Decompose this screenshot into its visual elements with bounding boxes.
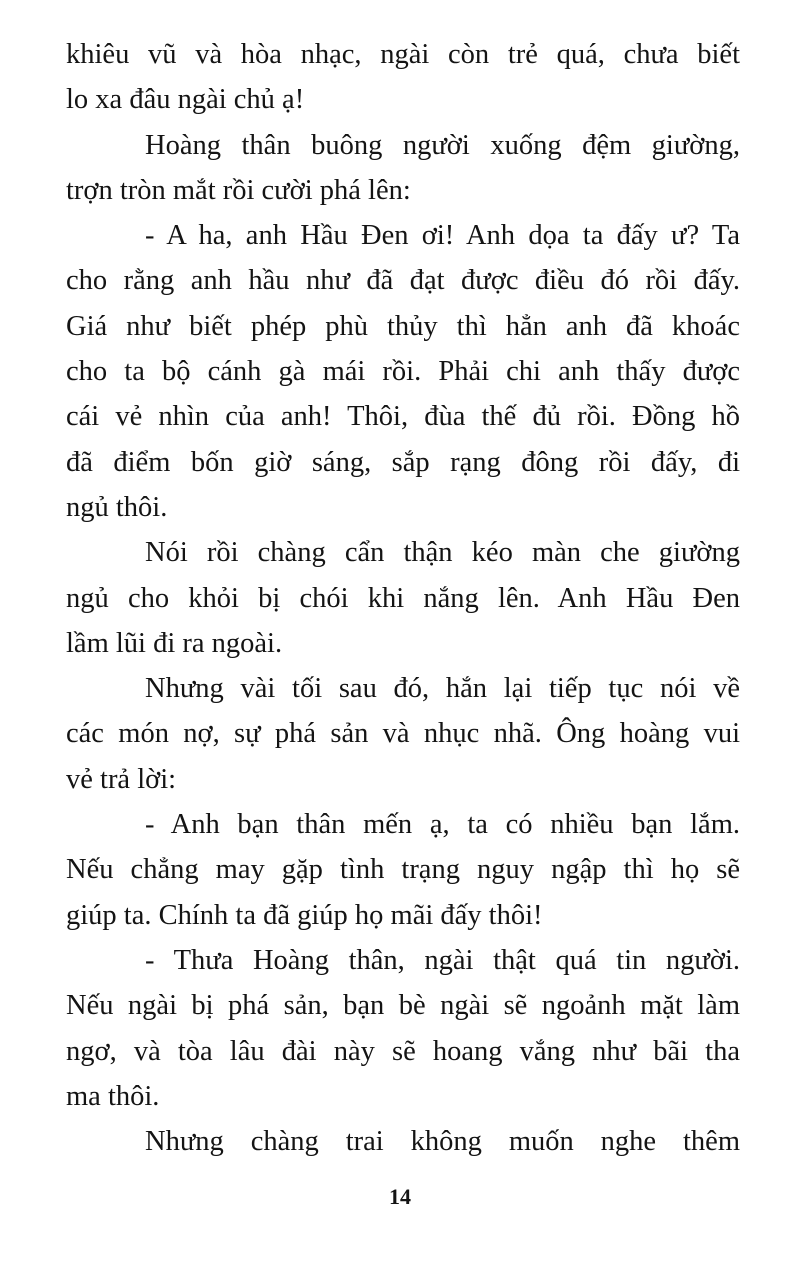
text-line: - A ha, anh Hầu Đen ơi! Anh dọa ta đấy ư? Ta — [145, 220, 740, 252]
text-line: ma thôi. — [66, 1080, 160, 1112]
text-line: lầm lũi đi ra ngoài. — [66, 627, 283, 659]
text-line: lo xa đâu ngài chủ ạ! — [66, 84, 305, 116]
text-line: Giá như biết phép phù thủy thì hẳn anh đã khoác — [66, 310, 740, 342]
text-line: Hoàng thân buông người xuống đệm giường, — [145, 129, 740, 161]
text-line: Nếu chẳng may gặp tình trạng nguy ngập thì họ sẽ — [66, 854, 740, 886]
text-line: cho rằng anh hầu như đã đạt được điều đó rồi đấy. — [66, 265, 740, 297]
text-line: khiêu vũ và hòa nhạc, ngài còn trẻ quá, chưa biết — [66, 39, 740, 70]
text-line: vẻ trả lời: — [66, 763, 177, 795]
page-number: 14 — [389, 1184, 411, 1209]
page-body — [66, 32, 740, 1164]
text-line: Nói rồi chàng cẩn thận kéo màn che giường — [145, 537, 740, 569]
text-line: ngơ, và tòa lâu đài này sẽ hoang vắng như bãi tha — [66, 1035, 740, 1067]
text-line: cho ta bộ cánh gà mái rồi. Phải chi anh thấy được — [66, 356, 740, 388]
text-line: - Anh bạn thân mến ạ, ta có nhiều bạn lắm. — [145, 809, 740, 841]
text-line: trợn tròn mắt rồi cười phá lên: — [66, 174, 411, 206]
text-line: ngủ thôi. — [66, 491, 168, 523]
text-line: cái vẻ nhìn của anh! Thôi, đùa thế đủ rồi. Đồng hồ — [66, 401, 740, 433]
text-line: đã điểm bốn giờ sáng, sắp rạng đông rồi đấy, đi — [66, 446, 740, 478]
text-line: ngủ cho khỏi bị chói khi nắng lên. Anh Hầu Đen — [66, 582, 740, 614]
text-line: Nhưng chàng trai không muốn nghe thêm — [145, 1126, 740, 1158]
text-line: Nếu ngài bị phá sản, bạn bè ngài sẽ ngoảnh mặt làm — [66, 990, 740, 1022]
text-line: Nhưng vài tối sau đó, hắn lại tiếp tục nói về — [145, 673, 740, 705]
text-line: - Thưa Hoàng thân, ngài thật quá tin người. — [145, 944, 740, 976]
text-line: các món nợ, sự phá sản và nhục nhã. Ông hoàng vui — [66, 718, 740, 750]
text-line: giúp ta. Chính ta đã giúp họ mãi đấy thôi! — [66, 899, 543, 931]
